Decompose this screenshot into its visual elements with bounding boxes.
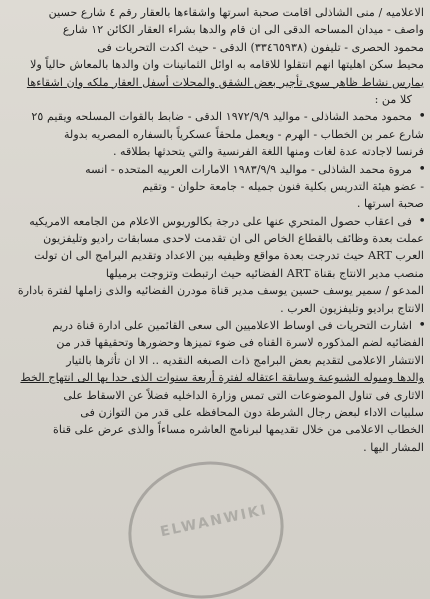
list-item: • فى اعقاب حصول المتحري عنها على درجة بكالوريوس الاعلام من الجامعه الامريكيه bbox=[10, 213, 424, 230]
text-line: الانتاج براديو وتليفزيون العرب . bbox=[280, 301, 424, 315]
text-line: المدعو / سمير يوسف حسين يوسف مدير قناة مودرن الفضائيه والذى زاملها لفترة بادارة bbox=[17, 284, 424, 298]
text-line: الخطاب الاعلامى من خلال تقديمها لبرنامج العاشره مساءاً والذى عرض على قناة bbox=[53, 423, 424, 437]
list-item: • مروة محمد الشاذلى - مواليد ١٩٨٣/٩/٩ الامارات العربيه المتحده - انسه bbox=[10, 161, 424, 178]
text-line: الانتشار الاعلامى لتقديم بعض البرامج ذات الصبغه النقديه .. الا ان تأثرها بالتيار bbox=[66, 353, 424, 367]
text-line: عملت بعدة وظائف بالقطاع الخاص الى ان تقدمت لاحدى مسابقات راديو وتليفزيون bbox=[43, 232, 424, 246]
list-item: • اشارت التحريات فى اوساط الاعلاميين الى سعى القائمين على ادارة قناة دريم bbox=[10, 317, 424, 334]
text-line: الاعلاميه / منى الشاذلى اقامت صحبة اسرتها واشقاءها بالعقار رقم ٤ شارع حسين bbox=[48, 6, 424, 19]
text-line: المشار اليها . bbox=[363, 440, 424, 454]
text-line: صحبة اسرتها . bbox=[356, 197, 424, 211]
text-line: العرب ART حيث تدرجت بعدة مواقع وظيفيه بين الاعداد وتقديم البرامج الى ان تولت bbox=[34, 249, 424, 263]
document-body bbox=[10, 4, 424, 456]
text-line: - عضو هيئة التدريس بكلية فنون جميله - جامعة حلوان - وتقيم bbox=[142, 179, 424, 193]
text-line: الاثارى فى تناول الموضوعات التى تمس وزارة الداخليه فضلاً عن الاسقاط على bbox=[63, 388, 424, 402]
text-line: والدها وميوله الشيوعية وسابقة اعتقاله لفترة أربعة سنوات الذى حدا بها الى انتهاج الخط bbox=[20, 371, 424, 385]
watermark-text: ELWANWIKI bbox=[158, 501, 270, 541]
text-line: محيط سكن اهليتها انهم انتقلوا للاقامه به اوائل الثمانينات وان والدها بالمعاش حالياً ولا bbox=[30, 58, 424, 72]
text-line: منصب مدير الانتاج بقناة ART الفضائيه حيث ارتبطت وتزوجت برميلها bbox=[105, 266, 424, 280]
text-line: شارع عمر بن الخطاب - الهرم - ويعمل ملحقاً عسكرياً بالسفاره المصريه بدولة bbox=[63, 127, 424, 141]
text-line: يمارس نشاط ظاهر سوى تأجير بعض الشقق والمحلات أسفل العقار ملكه وان اشقاءها bbox=[26, 75, 424, 89]
text-line: فرنسا لاجادته عدة لغات ومنها اللغة الفرنسية والتي يتحدثها بطلاقه . bbox=[112, 145, 424, 159]
text-line: الفضائيه لضم المذكوره لاسرة القناه فى ضوء تميزها وحضورها وتحقيقها قدر من bbox=[56, 336, 424, 350]
text-line: محمود الحصرى - تليفون (٣٣٤٦٥٩٣٨) الدقى - حيث اكدت التحريات فى bbox=[97, 40, 424, 54]
text-line: واصف - ميدان المساحه الدقى الى ان قام والدها بشراء العقار الكائن ١٢ شارع bbox=[62, 23, 424, 37]
text-line: سلبيات الاداء لبعض رجال الشرطة دون المحافظه على قدر من التوازن فى bbox=[80, 405, 424, 419]
watermark-stamp bbox=[116, 447, 297, 599]
list-item: • محمود محمد الشاذلى - مواليد ١٩٧٢/٩/٩ الدقى - ضابط بالقوات المسلحه ويقيم ٢٥ bbox=[10, 108, 424, 125]
text-line: كلا من : bbox=[374, 92, 412, 106]
